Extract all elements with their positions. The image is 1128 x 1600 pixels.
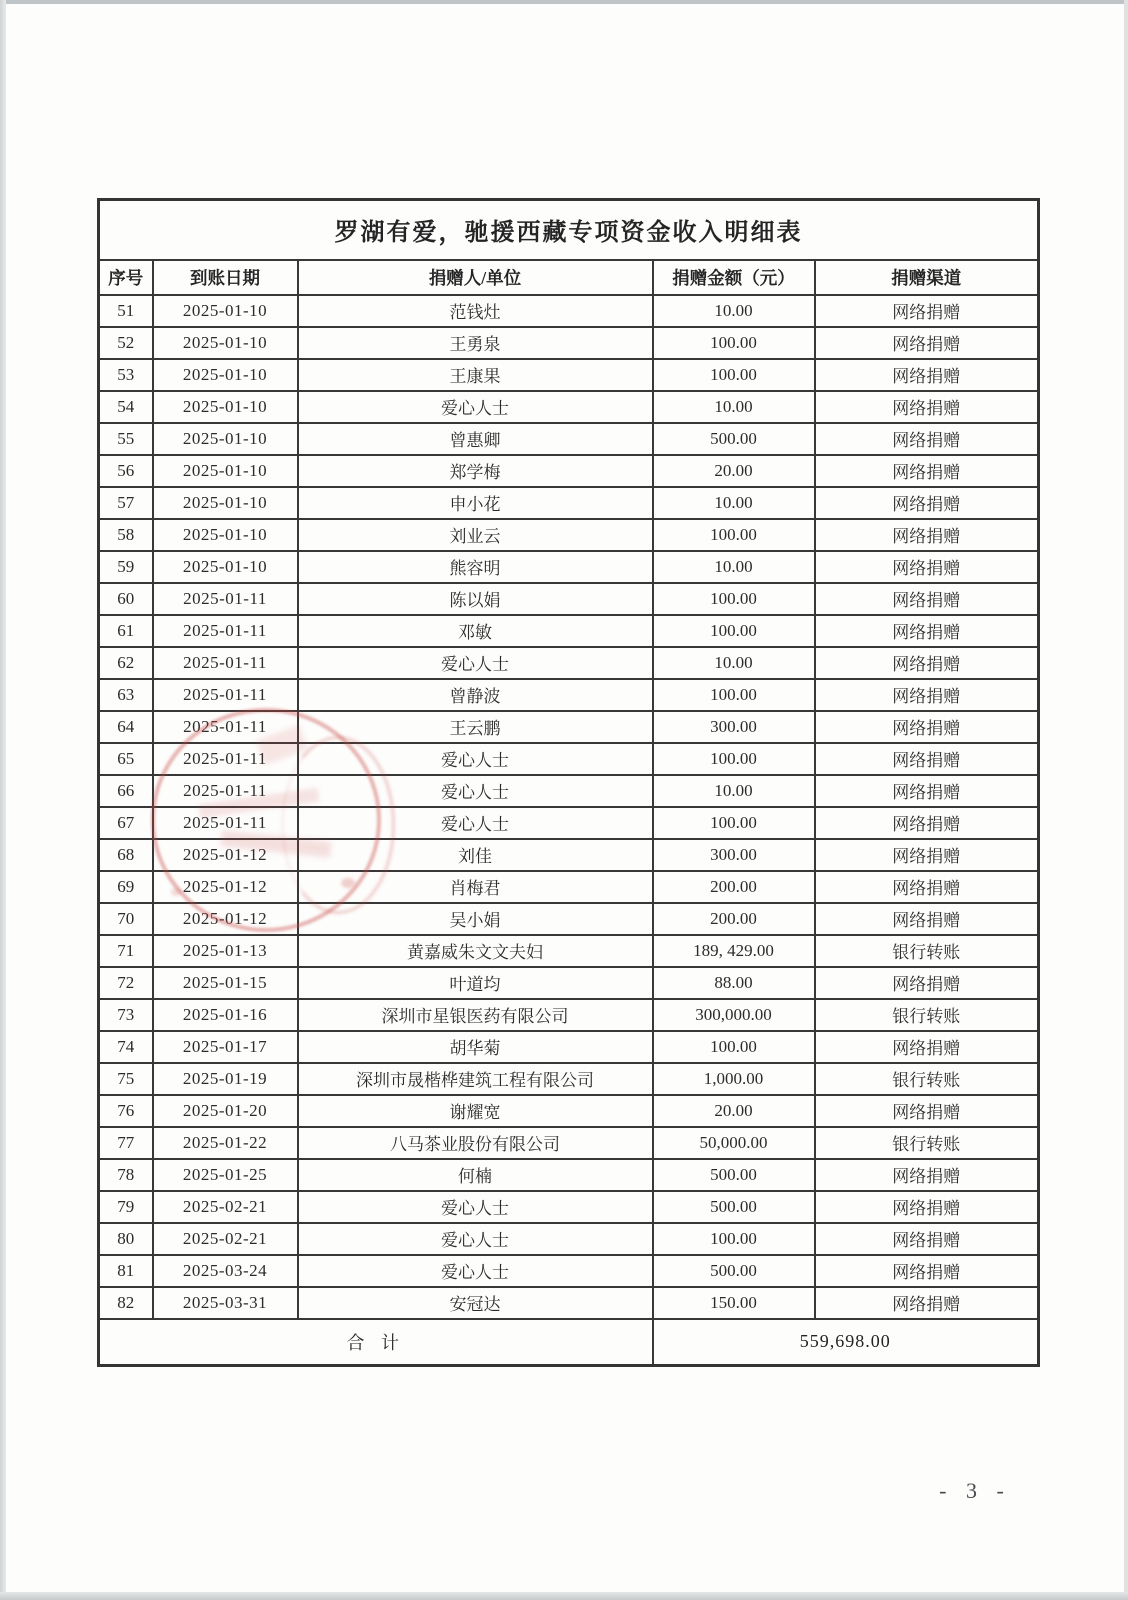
cell-channel: 网络捐赠 (815, 455, 1039, 487)
table-row (99, 455, 1039, 487)
total-amount: 559,698.00 (653, 1319, 1039, 1366)
cell-donor: 爱心人士 (298, 1255, 653, 1287)
cell-donor: 何楠 (298, 1159, 653, 1191)
cell-date: 2025-01-10 (153, 391, 298, 423)
cell-donor: 爱心人士 (298, 647, 653, 679)
cell-channel: 网络捐赠 (815, 359, 1039, 391)
table-row (99, 1255, 1039, 1287)
cell-date: 2025-01-16 (153, 999, 298, 1031)
cell-amount: 10.00 (653, 775, 815, 807)
cell-serial: 51 (99, 295, 153, 327)
cell-date: 2025-01-10 (153, 327, 298, 359)
cell-donor: 爱心人士 (298, 1191, 653, 1223)
cell-date: 2025-01-10 (153, 295, 298, 327)
cell-date: 2025-01-11 (153, 615, 298, 647)
cell-donor: 王康果 (298, 359, 653, 391)
col-header-amount: 捐赠金额（元） (653, 260, 815, 295)
cell-amount: 20.00 (653, 455, 815, 487)
cell-serial: 61 (99, 615, 153, 647)
table-row (99, 423, 1039, 455)
cell-date: 2025-01-10 (153, 487, 298, 519)
table-row (99, 391, 1039, 423)
cell-amount: 500.00 (653, 423, 815, 455)
cell-donor: 邓敏 (298, 615, 653, 647)
cell-donor: 爱心人士 (298, 807, 653, 839)
cell-date: 2025-03-24 (153, 1255, 298, 1287)
cell-donor: 刘佳 (298, 839, 653, 871)
cell-date: 2025-01-15 (153, 967, 298, 999)
scan-edge-top (0, 0, 1128, 4)
cell-serial: 52 (99, 327, 153, 359)
cell-amount: 300.00 (653, 711, 815, 743)
table-row (99, 967, 1039, 999)
table-row (99, 583, 1039, 615)
cell-date: 2025-01-10 (153, 519, 298, 551)
cell-donor: 陈以娟 (298, 583, 653, 615)
cell-serial: 55 (99, 423, 153, 455)
cell-channel: 网络捐赠 (815, 583, 1039, 615)
cell-channel: 网络捐赠 (815, 967, 1039, 999)
cell-channel: 银行转账 (815, 999, 1039, 1031)
table-row (99, 935, 1039, 967)
cell-channel: 网络捐赠 (815, 711, 1039, 743)
cell-channel: 网络捐赠 (815, 519, 1039, 551)
cell-serial: 78 (99, 1159, 153, 1191)
cell-serial: 80 (99, 1223, 153, 1255)
cell-donor: 深圳市星银医药有限公司 (298, 999, 653, 1031)
cell-serial: 59 (99, 551, 153, 583)
cell-serial: 53 (99, 359, 153, 391)
cell-serial: 58 (99, 519, 153, 551)
cell-serial: 75 (99, 1063, 153, 1095)
table-row (99, 1223, 1039, 1255)
cell-amount: 100.00 (653, 1223, 815, 1255)
cell-date: 2025-01-11 (153, 711, 298, 743)
cell-channel: 银行转账 (815, 935, 1039, 967)
cell-serial: 64 (99, 711, 153, 743)
cell-donor: 曾静波 (298, 679, 653, 711)
cell-amount: 200.00 (653, 903, 815, 935)
cell-serial: 56 (99, 455, 153, 487)
table-row (99, 615, 1039, 647)
cell-channel: 网络捐赠 (815, 295, 1039, 327)
cell-channel: 网络捐赠 (815, 743, 1039, 775)
cell-serial: 68 (99, 839, 153, 871)
cell-serial: 76 (99, 1095, 153, 1127)
cell-date: 2025-01-13 (153, 935, 298, 967)
table-row (99, 1063, 1039, 1095)
cell-amount: 100.00 (653, 519, 815, 551)
table-row (99, 807, 1039, 839)
cell-channel: 网络捐赠 (815, 903, 1039, 935)
cell-amount: 200.00 (653, 871, 815, 903)
cell-amount: 1,000.00 (653, 1063, 815, 1095)
cell-channel: 网络捐赠 (815, 1095, 1039, 1127)
cell-amount: 500.00 (653, 1159, 815, 1191)
cell-amount: 88.00 (653, 967, 815, 999)
table-row (99, 1287, 1039, 1319)
cell-date: 2025-01-11 (153, 647, 298, 679)
cell-donor: 叶道均 (298, 967, 653, 999)
cell-date: 2025-01-19 (153, 1063, 298, 1095)
table-row (99, 711, 1039, 743)
table-row (99, 743, 1039, 775)
cell-channel: 网络捐赠 (815, 1031, 1039, 1063)
scan-edge-bottom (0, 1592, 1128, 1600)
cell-channel: 网络捐赠 (815, 1223, 1039, 1255)
cell-channel: 网络捐赠 (815, 871, 1039, 903)
cell-amount: 50,000.00 (653, 1127, 815, 1159)
cell-amount: 100.00 (653, 583, 815, 615)
cell-amount: 10.00 (653, 391, 815, 423)
cell-serial: 82 (99, 1287, 153, 1319)
cell-donor: 谢耀宽 (298, 1095, 653, 1127)
cell-donor: 郑学梅 (298, 455, 653, 487)
cell-channel: 银行转账 (815, 1063, 1039, 1095)
cell-amount: 189, 429.00 (653, 935, 815, 967)
cell-amount: 10.00 (653, 487, 815, 519)
cell-channel: 网络捐赠 (815, 647, 1039, 679)
cell-serial: 77 (99, 1127, 153, 1159)
cell-date: 2025-01-11 (153, 583, 298, 615)
table-row (99, 1031, 1039, 1063)
cell-channel: 网络捐赠 (815, 423, 1039, 455)
cell-donor: 爱心人士 (298, 775, 653, 807)
cell-date: 2025-01-11 (153, 743, 298, 775)
cell-channel: 网络捐赠 (815, 839, 1039, 871)
cell-amount: 300,000.00 (653, 999, 815, 1031)
cell-amount: 20.00 (653, 1095, 815, 1127)
cell-donor: 肖梅君 (298, 871, 653, 903)
cell-amount: 100.00 (653, 327, 815, 359)
cell-date: 2025-01-12 (153, 839, 298, 871)
cell-serial: 67 (99, 807, 153, 839)
cell-serial: 79 (99, 1191, 153, 1223)
col-header-donor: 捐赠人/单位 (298, 260, 653, 295)
cell-amount: 150.00 (653, 1287, 815, 1319)
cell-date: 2025-01-22 (153, 1127, 298, 1159)
cell-amount: 10.00 (653, 647, 815, 679)
cell-donor: 王云鹏 (298, 711, 653, 743)
cell-channel: 网络捐赠 (815, 1159, 1039, 1191)
cell-donor: 吴小娟 (298, 903, 653, 935)
cell-serial: 69 (99, 871, 153, 903)
table-body (99, 295, 1039, 1319)
table-row (99, 775, 1039, 807)
cell-date: 2025-02-21 (153, 1223, 298, 1255)
cell-amount: 10.00 (653, 551, 815, 583)
table-title-row (99, 200, 1039, 260)
cell-donor: 深圳市晟楷桦建筑工程有限公司 (298, 1063, 653, 1095)
cell-serial: 81 (99, 1255, 153, 1287)
col-header-serial: 序号 (99, 260, 153, 295)
cell-donor: 刘业云 (298, 519, 653, 551)
cell-donor: 黄嘉威朱文文夫妇 (298, 935, 653, 967)
table-total-row (99, 1319, 1039, 1366)
cell-amount: 100.00 (653, 615, 815, 647)
scan-edge-right (1124, 0, 1128, 1600)
table-row (99, 871, 1039, 903)
table-row (99, 1095, 1039, 1127)
cell-amount: 100.00 (653, 807, 815, 839)
cell-channel: 网络捐赠 (815, 775, 1039, 807)
cell-donor: 爱心人士 (298, 743, 653, 775)
cell-date: 2025-01-11 (153, 807, 298, 839)
cell-serial: 70 (99, 903, 153, 935)
cell-channel: 网络捐赠 (815, 327, 1039, 359)
cell-date: 2025-01-12 (153, 903, 298, 935)
table-row (99, 487, 1039, 519)
cell-donor: 熊容明 (298, 551, 653, 583)
table-row (99, 359, 1039, 391)
cell-date: 2025-01-10 (153, 455, 298, 487)
cell-donor: 申小花 (298, 487, 653, 519)
table-row (99, 295, 1039, 327)
cell-serial: 54 (99, 391, 153, 423)
cell-amount: 300.00 (653, 839, 815, 871)
cell-channel: 网络捐赠 (815, 487, 1039, 519)
cell-serial: 72 (99, 967, 153, 999)
table-row (99, 551, 1039, 583)
cell-serial: 65 (99, 743, 153, 775)
cell-date: 2025-01-11 (153, 775, 298, 807)
scan-edge-left (0, 0, 6, 1600)
cell-amount: 100.00 (653, 743, 815, 775)
cell-date: 2025-01-10 (153, 359, 298, 391)
cell-serial: 63 (99, 679, 153, 711)
cell-serial: 60 (99, 583, 153, 615)
table-row (99, 679, 1039, 711)
table-row (99, 647, 1039, 679)
table-row (99, 999, 1039, 1031)
table-row (99, 327, 1039, 359)
cell-donor: 爱心人士 (298, 1223, 653, 1255)
table-row (99, 1191, 1039, 1223)
cell-serial: 66 (99, 775, 153, 807)
table-row (99, 519, 1039, 551)
cell-channel: 网络捐赠 (815, 1255, 1039, 1287)
cell-amount: 100.00 (653, 1031, 815, 1063)
table-header-row (99, 260, 1039, 295)
table-row (99, 1159, 1039, 1191)
cell-donor: 爱心人士 (298, 391, 653, 423)
cell-donor: 王勇泉 (298, 327, 653, 359)
cell-date: 2025-02-21 (153, 1191, 298, 1223)
cell-donor: 安冠达 (298, 1287, 653, 1319)
cell-date: 2025-01-11 (153, 679, 298, 711)
cell-channel: 网络捐赠 (815, 807, 1039, 839)
cell-serial: 62 (99, 647, 153, 679)
table-row (99, 903, 1039, 935)
cell-amount: 100.00 (653, 679, 815, 711)
cell-amount: 10.00 (653, 295, 815, 327)
donation-detail-table (97, 198, 1040, 1367)
table-row (99, 839, 1039, 871)
cell-date: 2025-01-25 (153, 1159, 298, 1191)
cell-channel: 网络捐赠 (815, 1287, 1039, 1319)
table-title: 罗湖有爱，驰援西藏专项资金收入明细表 (99, 200, 1039, 260)
cell-channel: 银行转账 (815, 1127, 1039, 1159)
cell-channel: 网络捐赠 (815, 1191, 1039, 1223)
cell-date: 2025-01-12 (153, 871, 298, 903)
cell-amount: 500.00 (653, 1255, 815, 1287)
cell-amount: 500.00 (653, 1191, 815, 1223)
table-row (99, 1127, 1039, 1159)
cell-donor: 八马茶业股份有限公司 (298, 1127, 653, 1159)
cell-channel: 网络捐赠 (815, 551, 1039, 583)
cell-date: 2025-01-10 (153, 423, 298, 455)
cell-donor: 胡华菊 (298, 1031, 653, 1063)
cell-amount: 100.00 (653, 359, 815, 391)
col-header-date: 到账日期 (153, 260, 298, 295)
col-header-channel: 捐赠渠道 (815, 260, 1039, 295)
cell-serial: 71 (99, 935, 153, 967)
cell-date: 2025-01-10 (153, 551, 298, 583)
cell-date: 2025-01-17 (153, 1031, 298, 1063)
cell-channel: 网络捐赠 (815, 679, 1039, 711)
cell-donor: 曾惠卿 (298, 423, 653, 455)
cell-date: 2025-01-20 (153, 1095, 298, 1127)
total-label: 合 计 (99, 1319, 653, 1366)
cell-channel: 网络捐赠 (815, 391, 1039, 423)
cell-serial: 73 (99, 999, 153, 1031)
cell-date: 2025-03-31 (153, 1287, 298, 1319)
cell-serial: 74 (99, 1031, 153, 1063)
cell-channel: 网络捐赠 (815, 615, 1039, 647)
cell-serial: 57 (99, 487, 153, 519)
page-number: - 3 - (939, 1478, 1011, 1503)
cell-donor: 范钱灶 (298, 295, 653, 327)
